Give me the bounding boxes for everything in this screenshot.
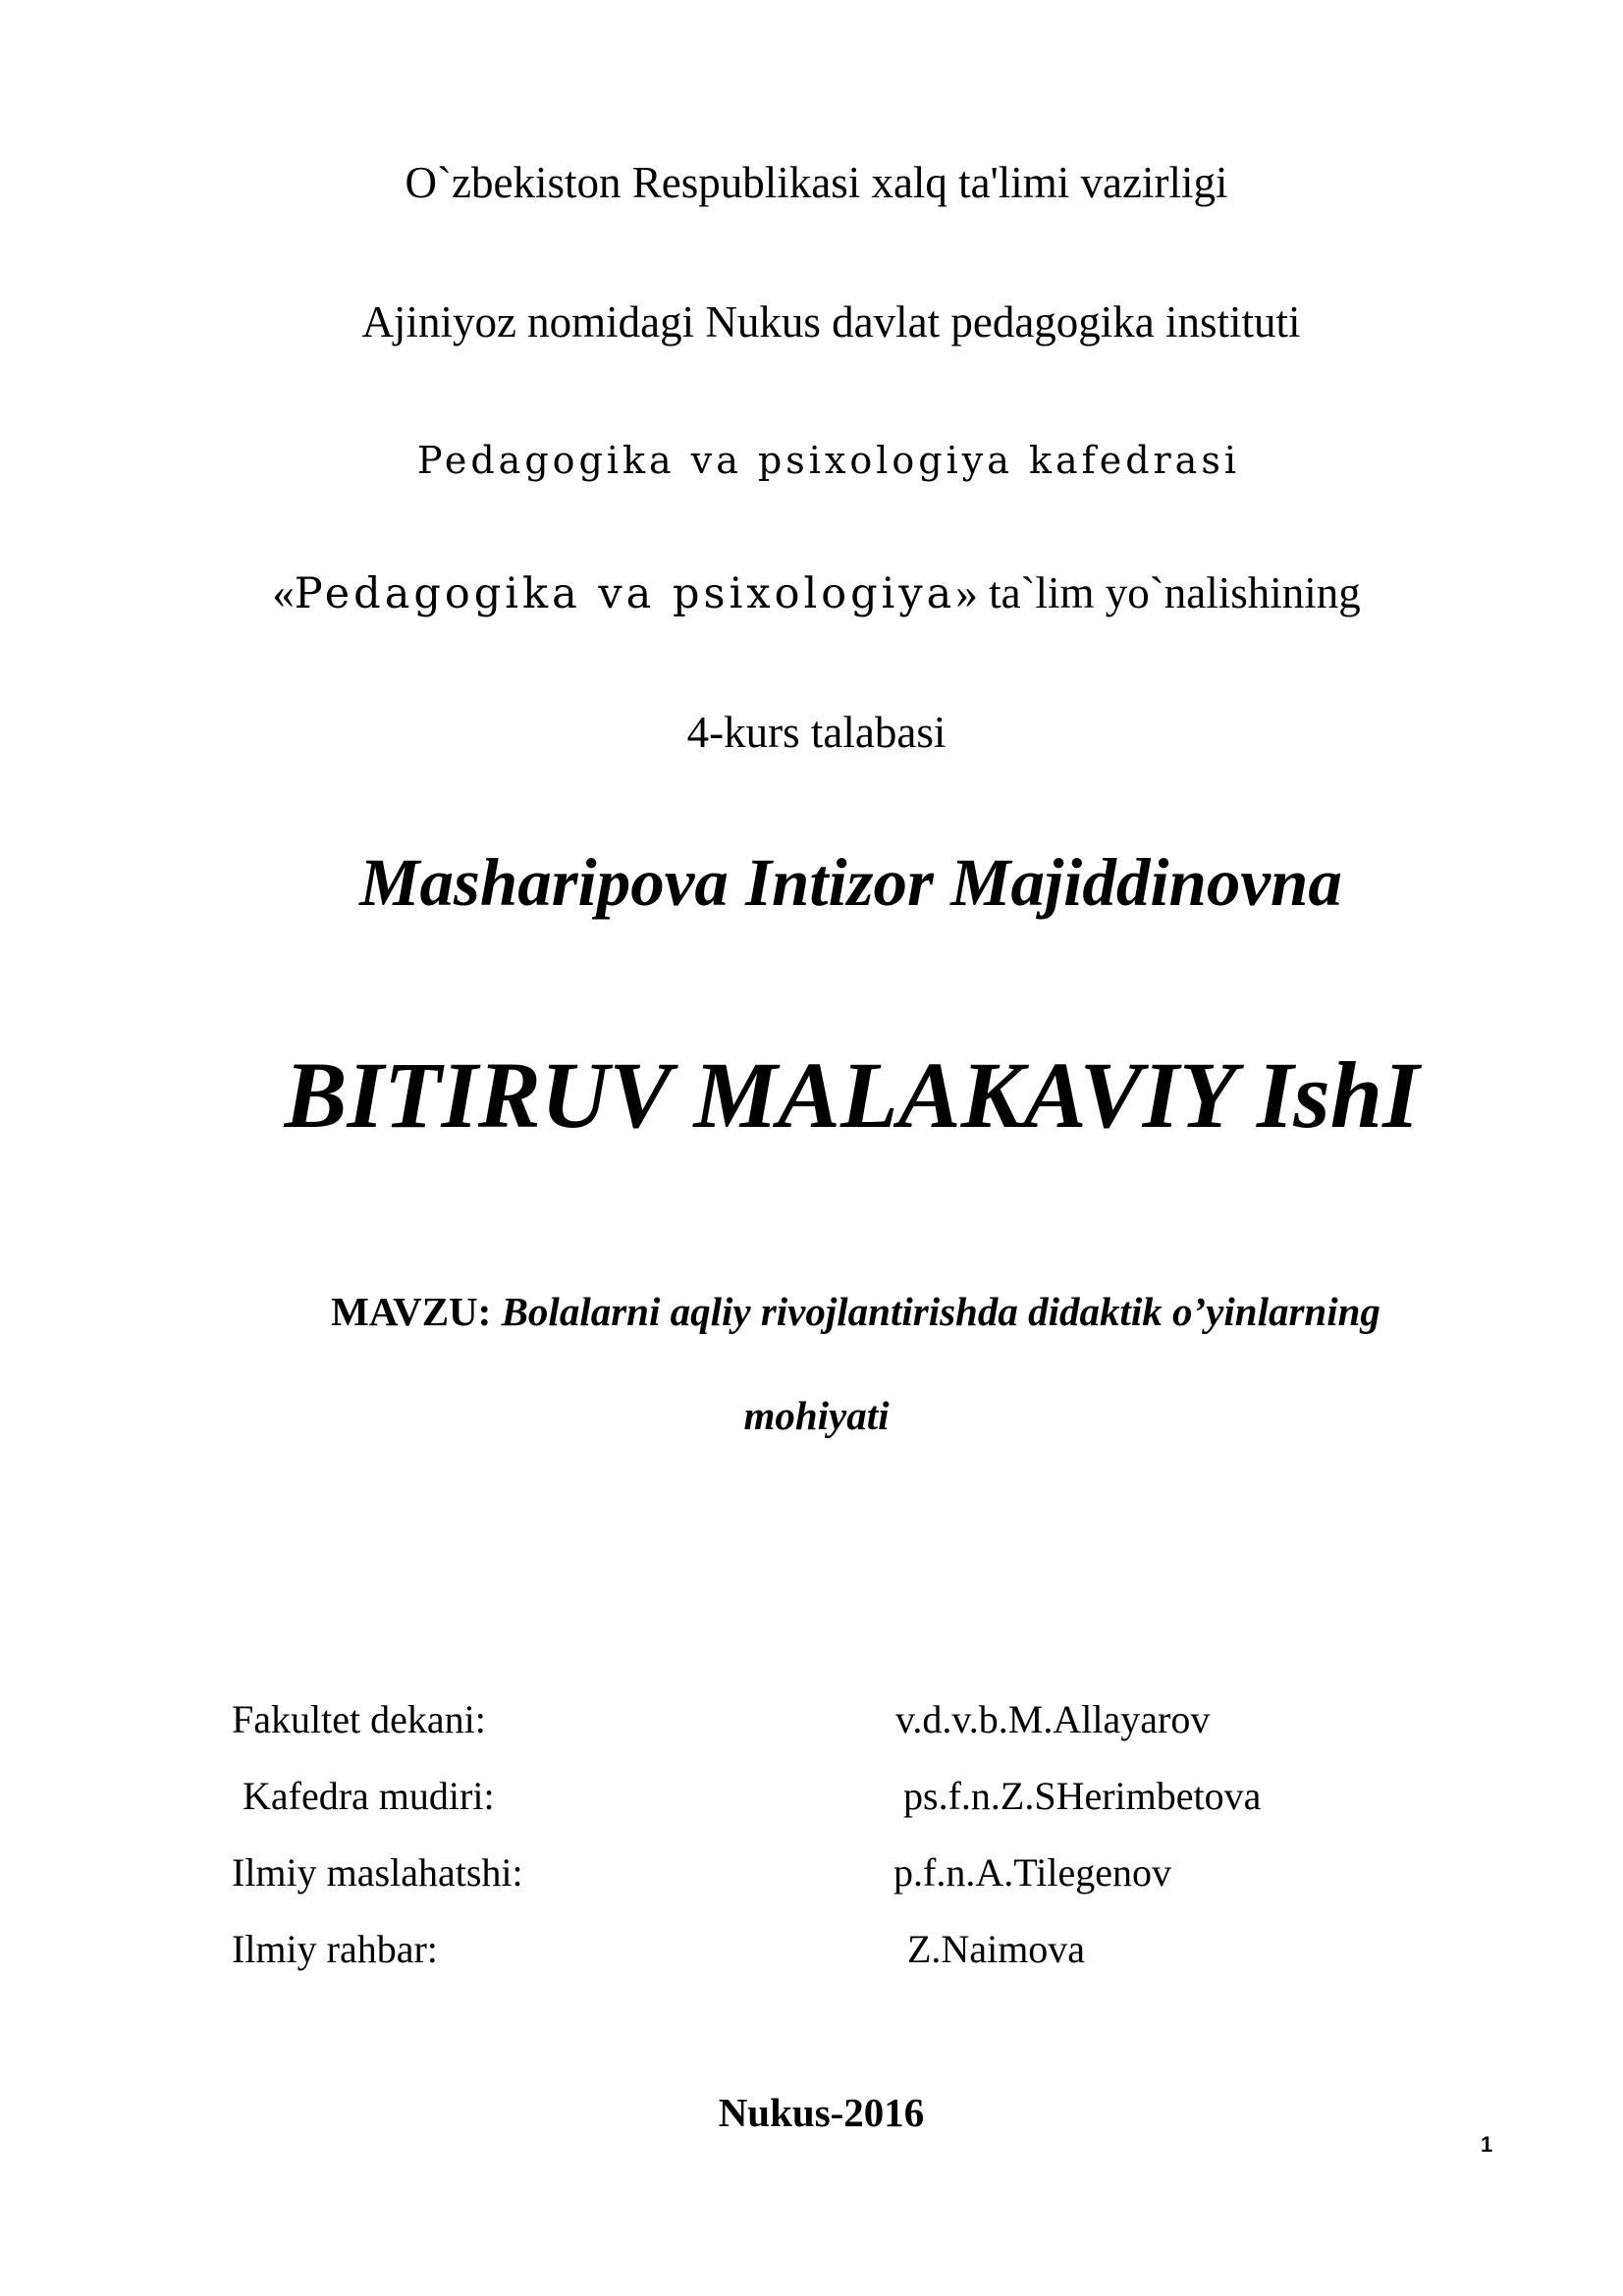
ministry-name: O`zbekiston Respublikasi xalq ta'limi vazirligi	[405, 158, 1228, 207]
signatory-name: v.d.v.b.M.Allayarov	[895, 1697, 1211, 1741]
signatory-role: Fakultet dekani:	[232, 1697, 486, 1741]
signatory-role: Ilmiy maslahatshi:	[232, 1850, 523, 1895]
course-year: 4-kurs talabasi	[686, 708, 947, 757]
topic-line-1	[0, 1288, 1623, 1335]
signatory-name: Z.Naimova	[907, 1927, 1086, 1971]
signatory-role: Ilmiy rahbar:	[232, 1927, 438, 1971]
institute-name: Ajiniyoz nomidagi Nukus davlat pedagogika instituti	[361, 297, 1301, 347]
topic-text-1: Bolalarni aqliy rivojlantirishda didaktik o’yinlarning	[501, 1289, 1380, 1334]
signatory-name: p.f.n.A.Tilegenov	[893, 1850, 1171, 1895]
topic-label: MAVZU:	[331, 1289, 492, 1334]
signatory-role: Kafedra mudiri:	[243, 1774, 495, 1818]
department-name: Pedagogika va psixologiya kafedrasi	[416, 439, 1240, 482]
topic-line-2: mohiyati	[743, 1393, 890, 1438]
student-name: Masharipova Intizor Majiddinovna	[359, 845, 1342, 920]
direction-name: Pedagogika va psixologiya	[294, 569, 956, 618]
study-direction	[0, 567, 1623, 618]
signatory-name: ps.f.n.Z.SHerimbetova	[903, 1774, 1262, 1818]
direction-rest: » ta`lim yo`nalishining	[955, 568, 1361, 617]
direction-quote-open: «	[272, 568, 295, 617]
place-year: Nukus-2016	[718, 2090, 925, 2135]
page-number: 1	[1481, 2132, 1493, 2157]
work-title: BITIRUV MALAKAVIY IshI	[284, 1042, 1420, 1148]
